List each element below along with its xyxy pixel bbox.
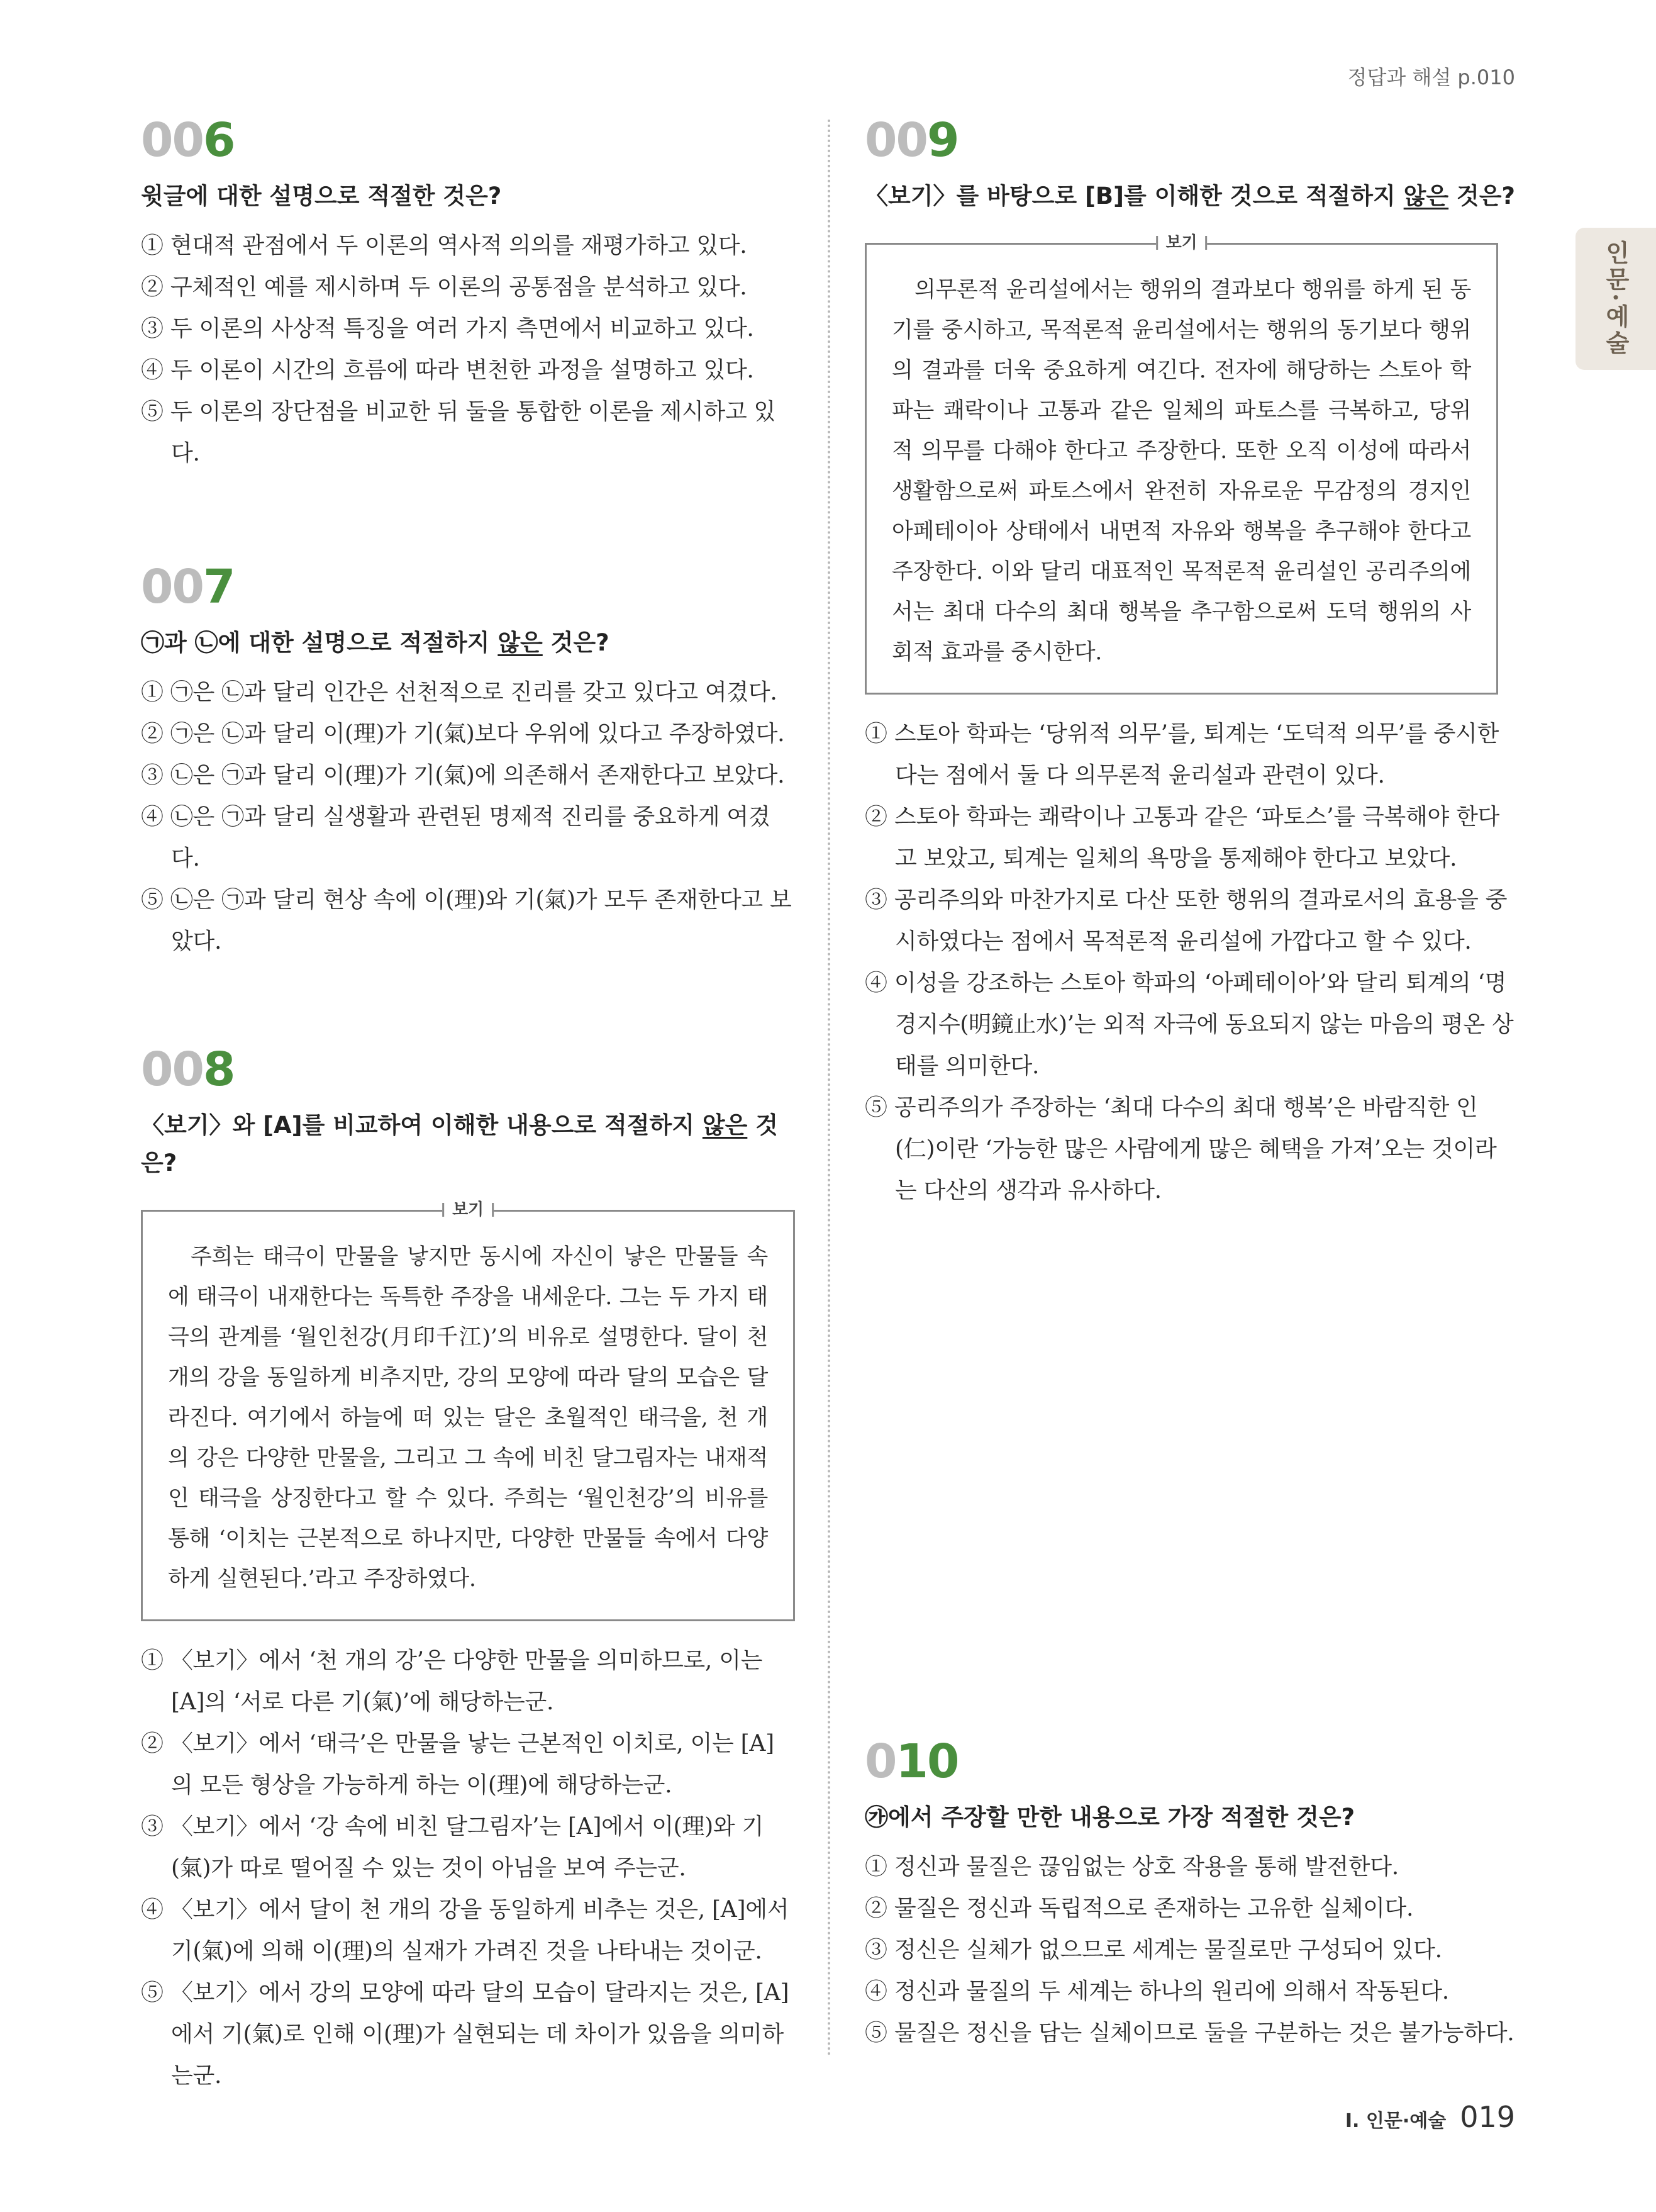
question-stem: 〈보기〉를 바탕으로 [B]를 이해한 것으로 적절하지 않은 것은?	[865, 182, 1515, 209]
answer-option[interactable]: ③ 정신은 실체가 없으므로 세계는 물질로만 구성되어 있다.	[865, 1937, 1442, 1963]
answer-option[interactable]: ⑤ 공리주의가 주장하는 ‘최대 다수의 최대 행복’은 바람직한 인(仁)이란 ‘가능한 많은 사람에게 많은 혜택을 가져’오는 것이라는 다산의 생각과 유사하다.	[865, 1095, 1497, 1204]
answer-option[interactable]: ② 물질은 정신과 독립적으로 존재하는 고유한 실체이다.	[865, 1896, 1414, 1921]
question-006	[141, 112, 795, 474]
emphasis-underline: 않은	[497, 629, 543, 656]
page-footer	[1345, 2100, 1515, 2134]
answer-option[interactable]: ① 정신과 물질은 끊임없는 상호 작용을 통해 발전한다.	[865, 1854, 1399, 1880]
answer-option[interactable]: ③ ㉡은 ㉠과 달리 이(理)가 기(氣)에 의존해서 존재한다고 보았다.	[141, 762, 785, 788]
answer-option[interactable]: ① 〈보기〉에서 ‘천 개의 강’은 다양한 만물을 의미하므로, 이는 [A]의 ‘서로 다른 기(氣)’에 해당하는군.	[141, 1648, 763, 1715]
answer-options	[141, 1640, 795, 2097]
answer-option[interactable]: ③ 공리주의와 마찬가지로 다산 또한 행위의 결과로서의 효용을 중시하였다는 점에서 목적론적 윤리설에 가깝다고 할 수 있다.	[865, 887, 1508, 954]
emphasis-underline: 않은	[1403, 182, 1449, 209]
column-divider	[828, 120, 830, 2057]
answer-option[interactable]: ④ 정신과 물질의 두 세계는 하나의 원리에 의해서 작동된다.	[865, 1979, 1449, 2004]
answer-option[interactable]: ⑤ 두 이론의 장단점을 비교한 뒤 둘을 통합한 이론을 제시하고 있다.	[141, 399, 776, 466]
answer-options	[865, 1846, 1516, 2054]
answer-option[interactable]: ⑤ 물질은 정신을 담는 실체이므로 둘을 구분하는 것은 불가능하다.	[865, 2020, 1514, 2046]
section-side-tab-label: 인문·예술	[1601, 240, 1630, 357]
question-stem: ㉮에서 주장할 만한 내용으로 가장 적절한 것은?	[865, 1804, 1355, 1831]
bogi-box	[865, 233, 1498, 695]
answer-option[interactable]: ④ 두 이론이 시간의 흐름에 따라 변천한 과정을 설명하고 있다.	[141, 357, 754, 383]
answer-option[interactable]: ① ㉠은 ㉡과 달리 인간은 선천적으로 진리를 갖고 있다고 여겼다.	[141, 679, 777, 705]
section-side-tab	[1575, 228, 1656, 370]
answer-options	[865, 713, 1516, 1212]
bogi-box	[141, 1200, 795, 1621]
bogi-label: 보기	[442, 1199, 494, 1221]
bogi-text: 의무론적 윤리설에서는 행위의 결과보다 행위를 하게 된 동기를 중시하고, 목적론적 윤리설에서는 행위의 동기보다 행위의 결과를 더욱 중요하게 여긴다. 전자에 해당하는 스토아 학파는 쾌락이나 고통과 같은 일체의 파토스를 극복하고, 당위적 의무를 다해야 한다고 주장한다. 또한 오직 이성에 따라서 생활함으로써 파토스에서 완전히 자유로운 무감정의 경지인 아페테이아 상태에서 내면적 자유와 행복을 추구해야 한다고 주장한다. 이와 달리 대표적인 목적론적 윤리설인 공리주의에서는 최대 다수의 최대 행복을 추구함으로써 도덕 행위의 사회적 효과를 중시한다.	[892, 277, 1471, 665]
answer-option[interactable]: ④ 이성을 강조하는 스토아 학파의 ‘아페테이아’와 달리 퇴계의 ‘명경지수(明鏡止水)’는 외적 자극에 동요되지 않는 마음의 평온 상태를 의미한다.	[865, 970, 1514, 1079]
question-number: 010	[865, 1734, 959, 1789]
question-stem: ㉠과 ㉡에 대한 설명으로 적절하지 않은 것은?	[141, 629, 609, 656]
answer-options	[141, 225, 795, 474]
question-number: 006	[141, 113, 235, 167]
question-stem: 윗글에 대한 설명으로 적절한 것은?	[141, 182, 502, 209]
answer-option[interactable]: ① 스토아 학파는 ‘당위적 의무’를, 퇴계는 ‘도덕적 의무’를 중시한다는 점에서 둘 다 의무론적 윤리설과 관련이 있다.	[865, 721, 1499, 788]
footer-section: Ⅰ. 인문·예술	[1345, 2110, 1447, 2132]
question-number: 009	[865, 113, 959, 167]
question-010	[865, 1733, 1516, 2054]
answer-option[interactable]: ② ㉠은 ㉡과 달리 이(理)가 기(氣)보다 우위에 있다고 주장하였다.	[141, 721, 785, 747]
answer-options	[141, 672, 795, 963]
answer-option[interactable]: ④ ㉡은 ㉠과 달리 실생활과 관련된 명제적 진리를 중요하게 여겼다.	[141, 804, 770, 871]
question-stem: 〈보기〉와 [A]를 비교하여 이해한 내용으로 적절하지 않은 것은?	[141, 1112, 778, 1176]
question-number: 008	[141, 1042, 235, 1097]
question-number: 007	[141, 560, 235, 614]
page-number: 019	[1460, 2100, 1515, 2134]
question-009	[865, 112, 1516, 1212]
question-008	[141, 1041, 795, 2097]
answer-option[interactable]: ④ 〈보기〉에서 달이 천 개의 강을 동일하게 비추는 것은, [A]에서 기(氣)에 의해 이(理)의 실재가 가려진 것을 나타내는 것이군.	[141, 1897, 789, 1964]
answer-option[interactable]: ③ 〈보기〉에서 ‘강 속에 비친 달그림자’는 [A]에서 이(理)와 기(氣)가 따로 떨어질 수 있는 것이 아님을 보여 주는군.	[141, 1814, 764, 1881]
answer-option[interactable]: ③ 두 이론의 사상적 특징을 여러 가지 측면에서 비교하고 있다.	[141, 316, 754, 342]
bogi-label: 보기	[1156, 232, 1208, 254]
answer-option[interactable]: ② 스토아 학파는 쾌락이나 고통과 같은 ‘파토스’를 극복해야 한다고 보았고, 퇴계는 일체의 욕망을 통제해야 한다고 보았다.	[865, 804, 1500, 871]
bogi-text: 주희는 태극이 만물을 낳지만 동시에 자신이 낳은 만물들 속에 태극이 내재한다는 독특한 주장을 내세운다. 그는 두 가지 태극의 관계를 ‘월인천강(月印千江)’의 비유로 설명한다. 달이 천 개의 강을 동일하게 비추지만, 강의 모양에 따라 달의 모습은 달라진다. 여기에서 하늘에 떠 있는 달은 초월적인 태극을, 천 개의 강은 다양한 만물을, 그리고 그 속에 비친 달그림자는 내재적인 태극을 상징한다고 할 수 있다. 주희는 ‘월인천강’의 비유를 통해 ‘이치는 근본적으로 하나지만, 다양한 만물들 속에서 다양하게 실현된다.’라고 주장하였다.	[168, 1244, 768, 1592]
answer-option[interactable]: ⑤ ㉡은 ㉠과 달리 현상 속에 이(理)와 기(氣)가 모두 존재한다고 보았다.	[141, 887, 792, 954]
question-007	[141, 559, 795, 963]
answer-option[interactable]: ② 구체적인 예를 제시하며 두 이론의 공통점을 분석하고 있다.	[141, 274, 747, 300]
answer-option[interactable]: ⑤ 〈보기〉에서 강의 모양에 따라 달의 모습이 달라지는 것은, [A]에서 기(氣)로 인해 이(理)가 실현되는 데 차이가 있음을 의미하는군.	[141, 1980, 789, 2089]
emphasis-underline: 않은	[702, 1112, 748, 1139]
answer-option[interactable]: ① 현대적 관점에서 두 이론의 역사적 의의를 재평가하고 있다.	[141, 233, 747, 259]
answer-option[interactable]: ② 〈보기〉에서 ‘태극’은 만물을 낳는 근본적인 이치로, 이는 [A]의 모든 형상을 가능하게 하는 이(理)에 해당하는군.	[141, 1731, 774, 1798]
answer-reference: 정답과 해설 p.010	[1347, 65, 1515, 89]
